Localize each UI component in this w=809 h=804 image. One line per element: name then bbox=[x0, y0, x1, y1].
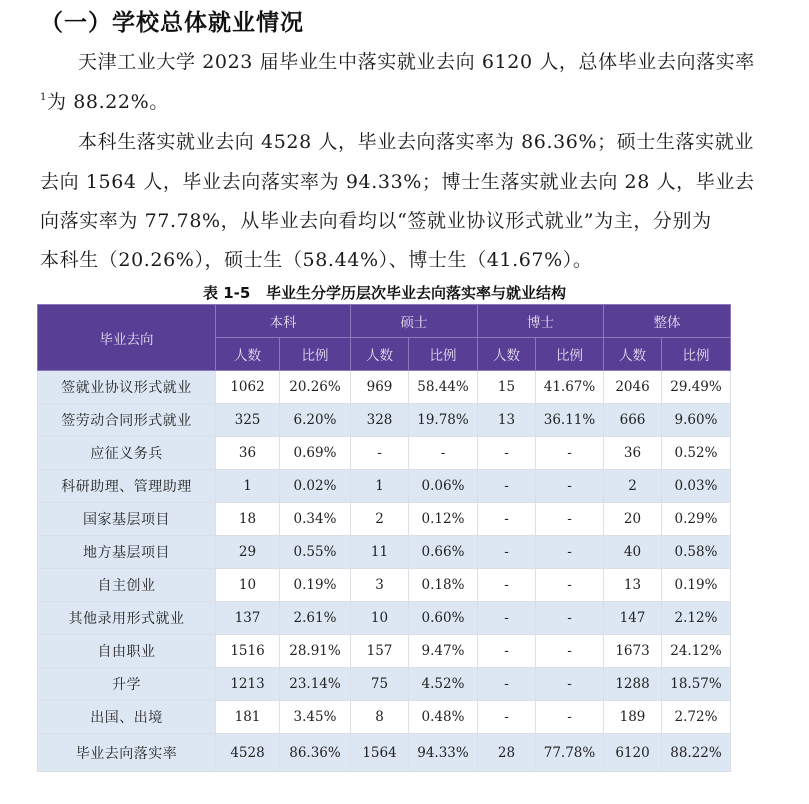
header-first-col: 毕业去向 bbox=[38, 305, 216, 371]
cell: 0.66% bbox=[409, 536, 478, 569]
cell: 325 bbox=[216, 404, 280, 437]
cell: 18 bbox=[216, 503, 280, 536]
cell: 94.33% bbox=[409, 734, 478, 772]
cell: - bbox=[478, 668, 536, 701]
row-label: 签就业协议形式就业 bbox=[38, 371, 216, 404]
cell: - bbox=[536, 569, 604, 602]
cell: 29 bbox=[216, 536, 280, 569]
table-row bbox=[38, 371, 731, 404]
cell: - bbox=[536, 635, 604, 668]
cell: 10 bbox=[216, 569, 280, 602]
row-label: 自由职业 bbox=[38, 635, 216, 668]
cell: 0.69% bbox=[280, 437, 351, 470]
cell: 189 bbox=[604, 701, 662, 734]
cell: 6.20% bbox=[280, 404, 351, 437]
cell: 0.34% bbox=[280, 503, 351, 536]
footnote-marker[interactable]: 1 bbox=[40, 92, 47, 103]
cell: 8 bbox=[351, 701, 409, 734]
cell: 157 bbox=[351, 635, 409, 668]
header-sub-count: 人数 bbox=[351, 338, 409, 371]
table-row bbox=[38, 503, 731, 536]
cell: - bbox=[478, 602, 536, 635]
cell: 2 bbox=[604, 470, 662, 503]
row-label: 其他录用形式就业 bbox=[38, 602, 216, 635]
cell: 137 bbox=[216, 602, 280, 635]
cell: 36 bbox=[604, 437, 662, 470]
cell: 147 bbox=[604, 602, 662, 635]
cell: 1 bbox=[351, 470, 409, 503]
cell: 2.72% bbox=[662, 701, 731, 734]
cell: 3 bbox=[351, 569, 409, 602]
cell: 0.60% bbox=[409, 602, 478, 635]
header-sub-count: 人数 bbox=[216, 338, 280, 371]
table-row bbox=[38, 437, 731, 470]
cell: 29.49% bbox=[662, 371, 731, 404]
cell: 13 bbox=[478, 404, 536, 437]
paragraph-1-line-2 bbox=[40, 92, 169, 112]
cell: 15 bbox=[478, 371, 536, 404]
cell: 0.29% bbox=[662, 503, 731, 536]
cell: 0.03% bbox=[662, 470, 731, 503]
cell: 9.60% bbox=[662, 404, 731, 437]
cell: - bbox=[536, 536, 604, 569]
header-group-overall: 整体 bbox=[604, 305, 731, 338]
cell: - bbox=[536, 668, 604, 701]
header-sub-ratio: 比例 bbox=[536, 338, 604, 371]
cell: 0.02% bbox=[280, 470, 351, 503]
cell: 1564 bbox=[351, 734, 409, 772]
cell: 0.19% bbox=[662, 569, 731, 602]
section-title: （一）学校总体就业情况 bbox=[40, 10, 304, 36]
table-row bbox=[38, 470, 731, 503]
cell: - bbox=[536, 602, 604, 635]
cell: 40 bbox=[604, 536, 662, 569]
cell: 0.06% bbox=[409, 470, 478, 503]
paragraph-2-line-2: 去向 1564 人，毕业去向落实率为 94.33%；博士生落实就业去向 28 人，毕业去 bbox=[40, 171, 755, 193]
cell: 10 bbox=[351, 602, 409, 635]
row-label: 国家基层项目 bbox=[38, 503, 216, 536]
cell: 1673 bbox=[604, 635, 662, 668]
cell: 1288 bbox=[604, 668, 662, 701]
cell: 86.36% bbox=[280, 734, 351, 772]
cell: 11 bbox=[351, 536, 409, 569]
table-row bbox=[38, 668, 731, 701]
row-label: 自主创业 bbox=[38, 569, 216, 602]
cell: 2 bbox=[351, 503, 409, 536]
cell: 969 bbox=[351, 371, 409, 404]
table-row bbox=[38, 602, 731, 635]
cell: 36.11% bbox=[536, 404, 604, 437]
cell: - bbox=[478, 503, 536, 536]
paragraph-2-line-4: 本科生（20.26%），硕士生（58.44%）、博士生（41.67%）。 bbox=[40, 249, 593, 271]
cell: 4.52% bbox=[409, 668, 478, 701]
cell: - bbox=[351, 437, 409, 470]
cell: 77.78% bbox=[536, 734, 604, 772]
cell: - bbox=[536, 503, 604, 536]
cell: - bbox=[478, 437, 536, 470]
cell: - bbox=[478, 536, 536, 569]
cell: 24.12% bbox=[662, 635, 731, 668]
cell: 4528 bbox=[216, 734, 280, 772]
header-row-groups bbox=[38, 305, 731, 338]
header-sub-count: 人数 bbox=[604, 338, 662, 371]
cell: - bbox=[478, 635, 536, 668]
cell: 328 bbox=[351, 404, 409, 437]
cell: - bbox=[478, 569, 536, 602]
cell: 20.26% bbox=[280, 371, 351, 404]
cell: 36 bbox=[216, 437, 280, 470]
table-row bbox=[38, 569, 731, 602]
row-label: 毕业去向落实率 bbox=[38, 734, 216, 772]
paragraph-2-line-1: 本科生落实就业去向 4528 人，毕业去向落实率为 86.36%；硕士生落实就业 bbox=[78, 131, 754, 153]
cell: - bbox=[478, 701, 536, 734]
cell: 181 bbox=[216, 701, 280, 734]
cell: 19.78% bbox=[409, 404, 478, 437]
cell: - bbox=[536, 470, 604, 503]
cell: 0.48% bbox=[409, 701, 478, 734]
cell: 2046 bbox=[604, 371, 662, 404]
paragraph-1-line-1: 天津工业大学 2023 届毕业生中落实就业去向 6120 人，总体毕业去向落实率 bbox=[78, 51, 755, 73]
cell: 0.58% bbox=[662, 536, 731, 569]
table-row bbox=[38, 536, 731, 569]
cell: 20 bbox=[604, 503, 662, 536]
header-group-doctor: 博士 bbox=[478, 305, 604, 338]
table-caption: 表 1-5 毕业生分学历层次毕业去向落实率与就业结构 bbox=[203, 284, 566, 302]
cell: 18.57% bbox=[662, 668, 731, 701]
cell: - bbox=[409, 437, 478, 470]
cell: 0.12% bbox=[409, 503, 478, 536]
cell: 13 bbox=[604, 569, 662, 602]
cell: 2.12% bbox=[662, 602, 731, 635]
cell: - bbox=[536, 437, 604, 470]
cell: 0.55% bbox=[280, 536, 351, 569]
header-sub-ratio: 比例 bbox=[409, 338, 478, 371]
cell: 9.47% bbox=[409, 635, 478, 668]
row-label: 签劳动合同形式就业 bbox=[38, 404, 216, 437]
table-row-total bbox=[38, 734, 731, 772]
cell: 0.52% bbox=[662, 437, 731, 470]
cell: 1516 bbox=[216, 635, 280, 668]
employment-table bbox=[37, 304, 731, 772]
cell: - bbox=[478, 470, 536, 503]
cell: 666 bbox=[604, 404, 662, 437]
cell: 6120 bbox=[604, 734, 662, 772]
cell: 2.61% bbox=[280, 602, 351, 635]
row-label: 应征义务兵 bbox=[38, 437, 216, 470]
table-row bbox=[38, 701, 731, 734]
paragraph-1-line-2-text: 为 88.22%。 bbox=[46, 91, 169, 113]
row-label: 科研助理、管理助理 bbox=[38, 470, 216, 503]
cell: 3.45% bbox=[280, 701, 351, 734]
header-sub-ratio: 比例 bbox=[280, 338, 351, 371]
row-label: 出国、出境 bbox=[38, 701, 216, 734]
table-row bbox=[38, 404, 731, 437]
header-sub-ratio: 比例 bbox=[662, 338, 731, 371]
cell: 0.19% bbox=[280, 569, 351, 602]
row-label: 地方基层项目 bbox=[38, 536, 216, 569]
cell: 1 bbox=[216, 470, 280, 503]
cell: 58.44% bbox=[409, 371, 478, 404]
cell: 88.22% bbox=[662, 734, 731, 772]
header-group-master: 硕士 bbox=[351, 305, 478, 338]
cell: 41.67% bbox=[536, 371, 604, 404]
table-row bbox=[38, 635, 731, 668]
cell: - bbox=[536, 701, 604, 734]
header-group-undergrad: 本科 bbox=[216, 305, 351, 338]
paragraph-2-line-3: 向落实率为 77.78%，从毕业去向看均以“签就业协议形式就业”为主，分别为 bbox=[40, 210, 712, 232]
cell: 75 bbox=[351, 668, 409, 701]
cell: 28.91% bbox=[280, 635, 351, 668]
cell: 0.18% bbox=[409, 569, 478, 602]
cell: 23.14% bbox=[280, 668, 351, 701]
cell: 1213 bbox=[216, 668, 280, 701]
cell: 1062 bbox=[216, 371, 280, 404]
cell: 28 bbox=[478, 734, 536, 772]
header-sub-count: 人数 bbox=[478, 338, 536, 371]
row-label: 升学 bbox=[38, 668, 216, 701]
